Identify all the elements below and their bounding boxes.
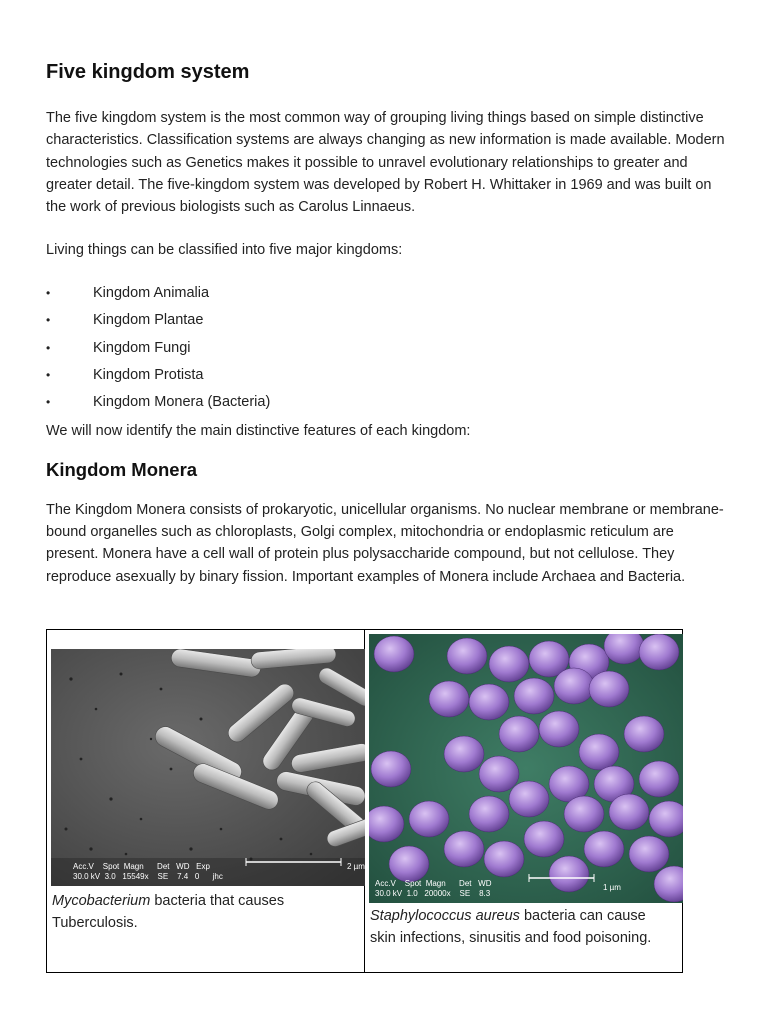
kingdoms-lead-text: Living things can be classified into five major kingdoms: xyxy=(46,242,403,258)
bullet-icon: • xyxy=(46,395,51,410)
staphylococcus-micrograph xyxy=(369,634,683,903)
bullet-icon: • xyxy=(46,286,51,300)
bullet-icon: • xyxy=(46,313,51,328)
caption-species: Staphylococcus aureus xyxy=(370,908,520,924)
next-text: We will now identify the main distinctive features of each kingdom: xyxy=(46,423,471,439)
scale-label: 1 µm xyxy=(603,883,621,892)
figure-cell-mycobacterium xyxy=(47,630,365,973)
list-item xyxy=(46,337,270,364)
kingdom-list xyxy=(46,282,270,418)
caption-text: bacteria that causes Tuberculosis. xyxy=(52,893,285,932)
mycobacterium-micrograph xyxy=(51,649,365,886)
kingdom-label: Kingdom Fungi xyxy=(93,339,191,356)
sem-params-line1: Acc.V Spot Magn Det WD xyxy=(375,879,492,888)
intro-paragraph: The five kingdom system is the most common way of grouping living things based on simple distinctive characteristics. Classification systems are always changing as new information is made available. Modern technologies such as Genetics makes it possible to unravel evolutionary relationships to greater and greater detail. The five-kingdom system was developed by Robert H. Whittaker in 1969 and was built on the work of previous biologists such as Carolus Linnaeus. xyxy=(46,110,725,216)
sem-info-bar xyxy=(51,858,365,886)
kingdom-label: Kingdom Plantae xyxy=(93,312,204,329)
figure-cell-staphylococcus xyxy=(365,630,683,973)
scale-label: 2 µm xyxy=(347,862,365,871)
caption-species: Mycobacterium xyxy=(52,893,151,909)
figure-table xyxy=(46,629,683,973)
list-item xyxy=(46,364,270,391)
sem-params-line1: Acc.V Spot Magn Det WD Exp xyxy=(73,862,210,871)
list-item xyxy=(46,309,270,336)
list-item xyxy=(46,391,270,418)
list-item xyxy=(46,282,270,309)
kingdom-label: Kingdom Monera (Bacteria) xyxy=(93,394,271,411)
sem-params-line2: 30.0 kV 1.0 20000x SE 8.3 xyxy=(375,889,491,898)
sem-info-bar xyxy=(369,875,683,903)
bullet-icon: • xyxy=(46,367,51,382)
kingdom-label: Kingdom Protista xyxy=(93,366,204,383)
page-title: Five kingdom system xyxy=(46,61,250,83)
section-heading: Kingdom Monera xyxy=(46,459,198,480)
figure-caption xyxy=(370,905,675,950)
caption-text: bacteria can cause skin infections, sinusitis and food poisoning. xyxy=(370,908,652,947)
sem-params-line2: 30.0 kV 3.0 15549x SE 7.4 0 jhc xyxy=(73,872,223,881)
section-paragraph: The Kingdom Monera consists of prokaryotic, unicellular organisms. No nuclear membrane or membrane-bound organelles such as chloroplasts, Golgi complex, mitochondria or endoplasmic reticulum are present. Monera have a cell wall of protein plus polysaccharide compound, but not cellulose. They reproduce asexually by binary fission. Important examples of Monera include Archaea and Bacteria. xyxy=(46,502,724,585)
figure-caption xyxy=(52,890,352,935)
kingdom-label: Kingdom Animalia xyxy=(93,285,210,301)
bullet-icon: • xyxy=(46,340,51,355)
